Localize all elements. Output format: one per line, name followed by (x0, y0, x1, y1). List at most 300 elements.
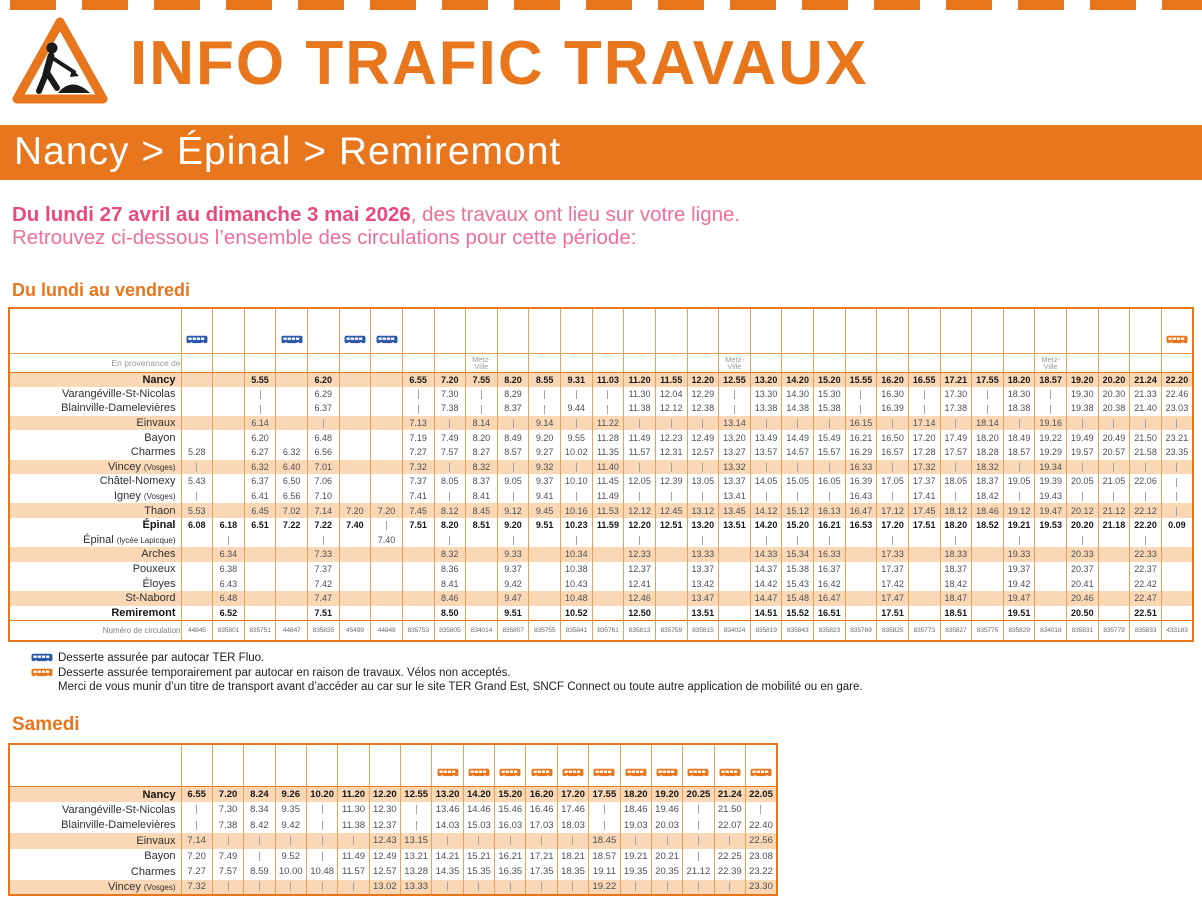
time-cell: 9.37 (497, 562, 529, 577)
time-cell: 6.41 (244, 489, 276, 504)
empty-origin-cell (308, 353, 340, 372)
empty-header-cell (877, 308, 909, 353)
time-cell: 12.43 (369, 833, 400, 849)
empty-cell (972, 591, 1004, 606)
time-cell: 19.33 (1003, 547, 1035, 562)
empty-cell (276, 576, 308, 591)
pass-through-bar (228, 536, 229, 545)
time-cell: 15.55 (845, 372, 877, 387)
time-cell: 14.35 (432, 864, 463, 880)
time-cell: 8.24 (244, 787, 275, 803)
time-cell: 18.51 (940, 606, 972, 621)
pass-through-bar (418, 390, 419, 399)
pass-through-bar (1113, 492, 1114, 501)
time-cell: 16.20 (526, 787, 557, 803)
pass-through-cell (529, 387, 561, 402)
time-cell: 12.57 (369, 864, 400, 880)
pass-through-bar (639, 463, 640, 472)
train-number-cell: 835769 (845, 620, 877, 641)
time-cell: 13.14 (719, 416, 751, 431)
time-cell: 18.57 (589, 849, 620, 865)
time-cell: 8.59 (244, 864, 275, 880)
time-cell: 19.12 (1003, 503, 1035, 518)
time-cell: 15.20 (495, 787, 526, 803)
empty-cell (466, 547, 498, 562)
empty-cell (339, 474, 371, 489)
time-cell: 6.20 (244, 430, 276, 445)
row-varangeville-st-nicolas (9, 802, 777, 818)
pass-through-cell (1161, 474, 1193, 489)
empty-cell (719, 547, 751, 562)
empty-origin-cell (592, 353, 624, 372)
empty-origin-cell (624, 353, 656, 372)
time-cell: 19.20 (651, 787, 682, 803)
pass-through-cell (371, 518, 403, 533)
time-cell: 23.03 (1161, 401, 1193, 416)
train-number-cell: 834014 (466, 620, 498, 641)
time-cell: 11.49 (624, 430, 656, 445)
time-cell: 7.30 (212, 802, 243, 818)
empty-cell (276, 591, 308, 606)
pass-through-cell (1130, 489, 1162, 504)
empty-cell (244, 606, 276, 621)
empty-origin-cell (877, 353, 909, 372)
time-cell: 20.20 (1067, 518, 1099, 533)
pass-through-cell (687, 416, 719, 431)
provenance-label: En provenance de (9, 353, 181, 372)
time-cell: 7.20 (181, 849, 212, 865)
time-cell: 17.12 (877, 503, 909, 518)
time-cell: 17.45 (908, 503, 940, 518)
time-cell: 9.45 (529, 503, 561, 518)
time-cell: 12.41 (624, 576, 656, 591)
pass-through-bar (1082, 536, 1083, 545)
time-cell: 17.20 (557, 787, 588, 803)
time-cell: 8.45 (466, 503, 498, 518)
time-cell: 8.37 (497, 401, 529, 416)
pass-through-cell (782, 489, 814, 504)
time-cell: 13.45 (719, 503, 751, 518)
time-cell: 20.35 (651, 864, 682, 880)
empty-cell (402, 576, 434, 591)
empty-cell (213, 474, 245, 489)
row-st-nabord (9, 591, 1193, 606)
time-cell: 9.47 (497, 591, 529, 606)
empty-header-cell (687, 308, 719, 353)
empty-cell (213, 460, 245, 475)
empty-cell (1035, 547, 1067, 562)
time-cell: 17.37 (877, 562, 909, 577)
time-cell: 12.45 (655, 503, 687, 518)
pass-through-bar (1113, 463, 1114, 472)
station-label: Varangéville-St-Nicolas (61, 387, 176, 400)
time-cell: 19.22 (589, 880, 620, 896)
time-cell: 13.57 (750, 445, 782, 460)
pass-through-bar (386, 521, 387, 530)
time-cell: 19.35 (620, 864, 651, 880)
time-cell: 17.33 (877, 547, 909, 562)
header (0, 10, 1202, 116)
pass-through-bar (322, 805, 323, 814)
time-cell: 20.05 (1067, 474, 1099, 489)
time-cell: 12.55 (401, 787, 432, 803)
pass-through-cell (561, 416, 593, 431)
empty-cell (213, 489, 245, 504)
empty-cell (908, 591, 940, 606)
time-cell: 8.41 (434, 576, 466, 591)
time-cell: 11.28 (592, 430, 624, 445)
time-cell: 7.33 (308, 547, 340, 562)
empty-origin-cell (1130, 353, 1162, 372)
time-cell: 6.51 (244, 518, 276, 533)
pass-through-cell (655, 489, 687, 504)
pass-through-cell (1161, 460, 1193, 475)
empty-header-cell (466, 308, 498, 353)
time-cell: 6.32 (244, 460, 276, 475)
time-cell: 12.20 (369, 787, 400, 803)
pass-through-cell (683, 802, 714, 818)
time-cell: 12.51 (655, 518, 687, 533)
time-cell: 8.36 (434, 562, 466, 577)
pass-through-cell (432, 833, 463, 849)
pass-through-bar (766, 492, 767, 501)
empty-header-cell (1098, 308, 1130, 353)
pass-through-cell (244, 833, 275, 849)
pass-through-bar (322, 836, 323, 845)
bus-icon-cell (339, 308, 371, 353)
empty-cell (244, 562, 276, 577)
time-cell: 9.32 (529, 460, 561, 475)
pass-through-cell (402, 401, 434, 416)
pass-through-cell (275, 833, 306, 849)
time-cell: 18.32 (972, 460, 1004, 475)
pass-through-bar (1176, 478, 1177, 487)
time-cell: 16.15 (845, 416, 877, 431)
time-cell: 15.57 (814, 445, 846, 460)
time-cell: 12.46 (624, 591, 656, 606)
time-cell: 8.20 (434, 518, 466, 533)
pass-through-cell (497, 489, 529, 504)
pass-through-cell (434, 533, 466, 548)
pass-through-cell (620, 833, 651, 849)
pass-through-bar (481, 390, 482, 399)
time-cell: 12.20 (687, 372, 719, 387)
time-cell: 13.20 (750, 372, 782, 387)
time-cell: 14.33 (750, 547, 782, 562)
pass-through-bar (1082, 463, 1083, 472)
train-number-cell: 45499 (339, 620, 371, 641)
time-cell: 13.37 (719, 474, 751, 489)
time-cell: 16.33 (845, 460, 877, 475)
time-cell: 14.49 (782, 430, 814, 445)
pass-through-cell (463, 880, 494, 896)
empty-cell (213, 387, 245, 402)
empty-header-cell (338, 744, 369, 787)
pass-through-bar (702, 492, 703, 501)
weekday-timetable (8, 307, 1194, 642)
empty-cell (402, 547, 434, 562)
time-cell: 22.25 (714, 849, 745, 865)
pass-through-bar (1145, 419, 1146, 428)
empty-cell (845, 562, 877, 577)
time-cell: 12.57 (687, 445, 719, 460)
pass-through-cell (651, 880, 682, 896)
time-cell: 19.21 (620, 849, 651, 865)
row-bayon (9, 849, 777, 865)
pass-through-bar (513, 419, 514, 428)
time-cell: 10.48 (561, 591, 593, 606)
time-cell: 17.51 (877, 606, 909, 621)
row-eloyes (9, 576, 1193, 591)
time-cell: 16.55 (908, 372, 940, 387)
pass-through-bar (729, 836, 730, 845)
time-cell: 22.20 (1130, 518, 1162, 533)
pass-through-bar (829, 419, 830, 428)
empty-origin-cell (561, 353, 593, 372)
time-cell: 15.05 (782, 474, 814, 489)
vehicle-icons-row (9, 744, 777, 787)
empty-origin-cell (814, 353, 846, 372)
time-cell: 15.20 (814, 372, 846, 387)
pass-through-bar (955, 463, 956, 472)
empty-cell (1161, 591, 1193, 606)
time-cell: 19.53 (1035, 518, 1067, 533)
time-cell: 21.18 (1098, 518, 1130, 533)
empty-cell (1098, 533, 1130, 548)
empty-header-cell (940, 308, 972, 353)
empty-cell (529, 591, 561, 606)
row-varangeville-st-nicolas (9, 387, 1193, 402)
empty-cell (181, 401, 213, 416)
pass-through-cell (466, 387, 498, 402)
train-number-cell: 835801 (213, 620, 245, 641)
time-cell: 20.46 (1067, 591, 1099, 606)
pass-through-cell (908, 387, 940, 402)
bus-icon-cell (463, 744, 494, 787)
time-cell: 18.38 (1003, 401, 1035, 416)
time-cell: 11.03 (592, 372, 624, 387)
empty-origin-cell (371, 353, 403, 372)
pass-through-bar (353, 836, 354, 845)
time-cell: 8.34 (244, 802, 275, 818)
pass-through-bar (1176, 492, 1177, 501)
pass-through-cell (212, 833, 243, 849)
pass-through-cell (814, 416, 846, 431)
time-cell: 20.03 (651, 818, 682, 834)
empty-cell (1098, 606, 1130, 621)
empty-cell (845, 591, 877, 606)
time-cell: 8.05 (434, 474, 466, 489)
pass-through-bar (1019, 419, 1020, 428)
pass-through-bar (766, 419, 767, 428)
station-label: Éloyes (142, 577, 176, 590)
empty-header-cell (1035, 308, 1067, 353)
time-cell: 19.34 (1035, 460, 1067, 475)
time-cell: 20.30 (1098, 387, 1130, 402)
empty-cell (908, 547, 940, 562)
time-cell: 8.41 (466, 489, 498, 504)
bus-icon-blue (344, 335, 366, 345)
row-blainville-damelevieres (9, 401, 1193, 416)
empty-origin-cell (687, 353, 719, 372)
time-cell: 20.57 (1098, 445, 1130, 460)
empty-cell (371, 474, 403, 489)
time-cell: 21.12 (683, 864, 714, 880)
time-cell: 21.24 (714, 787, 745, 803)
time-cell: 22.56 (745, 833, 777, 849)
empty-cell (655, 547, 687, 562)
dashed-top-border (10, 0, 1202, 10)
pass-through-cell (308, 533, 340, 548)
pass-through-bar (671, 463, 672, 472)
pass-through-cell (561, 489, 593, 504)
origin-metz-label: Metz- Ville (472, 354, 491, 371)
time-cell: 9.20 (529, 430, 561, 445)
time-cell: 9.20 (497, 518, 529, 533)
time-cell: 15.20 (782, 518, 814, 533)
empty-cell (276, 387, 308, 402)
time-cell: 12.30 (369, 802, 400, 818)
pass-through-cell (1067, 416, 1099, 431)
time-cell: 13.15 (401, 833, 432, 849)
vehicle-icons-row (9, 308, 1193, 353)
train-number-cell: 835755 (529, 620, 561, 641)
time-cell: 17.14 (908, 416, 940, 431)
time-cell: 7.22 (276, 518, 308, 533)
empty-cell (371, 562, 403, 577)
time-cell: 13.51 (719, 518, 751, 533)
time-cell: 8.51 (466, 518, 498, 533)
pass-through-cell (814, 533, 846, 548)
legend-line-orange (31, 666, 1202, 681)
empty-cell (845, 606, 877, 621)
pass-through-bar (892, 492, 893, 501)
time-cell: 16.51 (814, 606, 846, 621)
pass-through-cell (687, 489, 719, 504)
empty-cell (1035, 576, 1067, 591)
pass-through-cell (940, 460, 972, 475)
pass-through-cell (434, 416, 466, 431)
pass-through-bar (478, 836, 479, 845)
station-label: Bayon (144, 431, 176, 444)
pass-through-bar (860, 405, 861, 414)
empty-cell (371, 489, 403, 504)
intro-dates: Du lundi 27 avril au dimanche 3 mai 2026 (12, 203, 411, 226)
time-cell: 9.42 (497, 576, 529, 591)
pass-through-bar (481, 405, 482, 414)
time-cell: 12.12 (624, 503, 656, 518)
empty-cell (655, 591, 687, 606)
bus-icon-cell (371, 308, 403, 353)
pass-through-cell (750, 489, 782, 504)
time-cell: 10.23 (561, 518, 593, 533)
empty-cell (371, 547, 403, 562)
time-cell: 20.21 (651, 849, 682, 865)
row-charmes (9, 864, 777, 880)
empty-cell (181, 606, 213, 621)
empty-cell (845, 547, 877, 562)
empty-cell (181, 533, 213, 548)
time-cell: 7.40 (339, 518, 371, 533)
time-cell: 13.41 (719, 489, 751, 504)
pass-through-cell (719, 401, 751, 416)
bus-icon-blue (186, 335, 208, 345)
empty-origin-cell (750, 353, 782, 372)
time-cell: 11.38 (338, 818, 369, 834)
station-label: Arches (9, 547, 181, 562)
time-cell: 17.46 (557, 802, 588, 818)
time-cell: 14.38 (782, 401, 814, 416)
pass-through-bar (1019, 492, 1020, 501)
time-cell: 8.14 (466, 416, 498, 431)
time-cell: 20.20 (1098, 372, 1130, 387)
pass-through-bar (1145, 463, 1146, 472)
train-number-cell: 835835 (308, 620, 340, 641)
empty-cell (529, 533, 561, 548)
time-cell: 17.51 (908, 518, 940, 533)
pass-through-cell (683, 833, 714, 849)
time-cell: 12.29 (687, 387, 719, 402)
time-cell: 18.45 (589, 833, 620, 849)
pass-through-bar (604, 821, 605, 830)
time-cell: 20.50 (1067, 606, 1099, 621)
empty-cell (529, 576, 561, 591)
intro-line-2: Retrouvez ci-dessous l’ensemble des circulations pour cette période: (12, 226, 637, 249)
pass-through-bar (829, 492, 830, 501)
pass-through-cell (1098, 416, 1130, 431)
time-cell: 7.49 (212, 849, 243, 865)
pass-through-bar (734, 390, 735, 399)
time-cell: 14.20 (463, 787, 494, 803)
pass-through-cell (497, 460, 529, 475)
time-cell: 18.37 (972, 474, 1004, 489)
time-cell: 22.06 (1130, 474, 1162, 489)
row-charmes (9, 445, 1193, 460)
roadworks-warning-icon (12, 15, 108, 112)
time-cell: 13.05 (687, 474, 719, 489)
pass-through-bar (1176, 419, 1177, 428)
time-cell: 17.49 (940, 430, 972, 445)
pass-through-bar (510, 882, 511, 891)
time-cell: 5.43 (181, 474, 213, 489)
time-cell: 11.22 (592, 416, 624, 431)
bus-icon-orange (31, 668, 58, 678)
time-cell: 6.48 (308, 430, 340, 445)
pass-through-cell (401, 818, 432, 834)
empty-header-cell (845, 308, 877, 353)
pass-through-cell (750, 460, 782, 475)
provenance-row (9, 353, 1193, 372)
time-cell: 10.52 (561, 606, 593, 621)
pass-through-bar (260, 390, 261, 399)
empty-origin-cell (339, 353, 371, 372)
empty-header-cell (244, 744, 275, 787)
pass-through-bar (702, 463, 703, 472)
row-vincey-vosges (9, 460, 1193, 475)
train-number-cell: 835759 (655, 620, 687, 641)
time-cell: 13.38 (750, 401, 782, 416)
time-cell: 16.42 (814, 576, 846, 591)
station-label: Nancy (9, 372, 181, 387)
time-cell: 7.51 (402, 518, 434, 533)
pass-through-cell (683, 818, 714, 834)
train-number-cell: 835829 (1003, 620, 1035, 641)
pass-through-cell (651, 833, 682, 849)
pass-through-cell (714, 833, 745, 849)
pass-through-bar (698, 805, 699, 814)
empty-cell (181, 562, 213, 577)
time-cell: 7.38 (434, 401, 466, 416)
